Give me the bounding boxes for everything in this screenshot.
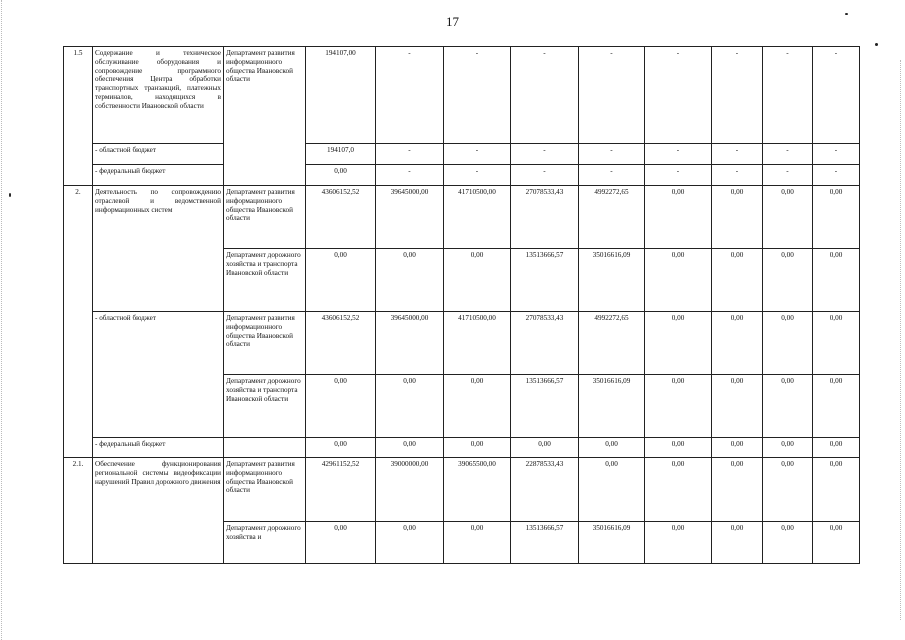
value-cell: 0,00 [444,438,511,458]
value-cell: 0,00 [579,458,645,522]
value-cell: - [645,144,712,165]
row-description: Обеспечение функционирования региональной системы видеофиксации нарушений Правил дорожного движения [93,458,224,564]
scan-speck [875,43,878,46]
value-cell: 0,00 [763,312,813,375]
value-cell: 0,00 [306,249,376,312]
value-cell: 0,00 [712,438,763,458]
value-cell: 13513666,57 [511,249,579,312]
value-cell: 0,00 [645,438,712,458]
value-cell: 0,00 [813,375,860,438]
scan-edge-line [1,0,2,640]
value-cell: 0,00 [645,186,712,249]
department-cell: Департамент дорожного хозяйства и транспорта Ивановской области [224,375,306,438]
value-cell: 39645000,00 [376,186,444,249]
value-cell: 35016616,09 [579,522,645,564]
value-cell: - [579,165,645,186]
value-cell: 27078533,43 [511,312,579,375]
value-cell: 0,00 [511,438,579,458]
value-cell: 0,00 [444,375,511,438]
value-cell: - [376,165,444,186]
value-cell: - [444,144,511,165]
value-cell: 0,00 [376,438,444,458]
value-cell: 0,00 [579,438,645,458]
value-cell: 0,00 [376,522,444,564]
value-cell: 0,00 [444,522,511,564]
value-cell: - [579,144,645,165]
value-cell: 0,00 [813,438,860,458]
value-cell: 0,00 [763,375,813,438]
value-cell: 0,00 [813,312,860,375]
value-cell: - [712,144,763,165]
row-label: - областной бюджет [93,144,224,165]
value-cell: 41710500,00 [444,312,511,375]
value-cell: 0,00 [306,438,376,458]
row-description: Деятельность по сопровождению отраслевой и ведомственной информационных систем [93,186,224,312]
value-cell: 0,00 [645,375,712,438]
value-cell: 39065500,00 [444,458,511,522]
value-cell: 43606152,52 [306,312,376,375]
value-cell: 0,00 [763,438,813,458]
department-cell: Департамент развития информационного общества Ивановской области [224,186,306,249]
value-cell: 0,00 [645,522,712,564]
department-cell: Департамент развития информационного общества Ивановской области [224,312,306,375]
row-label: - федеральный бюджет [93,165,224,186]
value-cell: 4992272,65 [579,186,645,249]
value-cell: - [763,144,813,165]
department-cell: Департамент дорожного хозяйства и транспорта Ивановской области [224,249,306,312]
value-cell: 0,00 [712,312,763,375]
value-cell: - [444,165,511,186]
scan-edge-line [900,60,901,620]
value-cell: - [511,144,579,165]
budget-table [63,46,860,564]
value-cell: 0,00 [763,249,813,312]
value-cell: 27078533,43 [511,186,579,249]
value-cell: 13513666,57 [511,522,579,564]
department-cell: Департамент дорожного хозяйства и [224,522,306,564]
value-cell: - [511,47,579,144]
value-cell: - [444,47,511,144]
value-cell: 42961152,52 [306,458,376,522]
page-number: 17 [446,14,459,29]
row-label: - областной бюджет [93,312,224,438]
value-cell: 0,00 [376,375,444,438]
value-cell: 0,00 [444,249,511,312]
value-cell: 0,00 [306,522,376,564]
value-cell: 0,00 [306,375,376,438]
value-cell: 35016616,09 [579,249,645,312]
value-cell: 0,00 [712,458,763,522]
value-cell: 0,00 [712,186,763,249]
table-row [64,47,860,144]
row-index: 2. [64,186,93,458]
value-cell: 0,00 [763,458,813,522]
scan-speck [845,13,848,15]
value-cell: 0,00 [813,186,860,249]
value-cell: 0,00 [813,522,860,564]
row-index: 2.1. [64,458,93,564]
value-cell: - [511,165,579,186]
value-cell: - [645,165,712,186]
value-cell: 4992272,65 [579,312,645,375]
value-cell: - [813,165,860,186]
row-description: Содержание и техническое обслуживание оборудования и сопровождение программного обеспечения Центра обработки транспортных транзакций, платежных терминалов, находящихся в собственности Ивановской области [93,47,224,144]
value-cell: 194107,0 [306,144,376,165]
value-cell: 0,00 [376,249,444,312]
value-cell: - [763,165,813,186]
value-cell: 0,00 [712,249,763,312]
value-cell: 0,00 [306,165,376,186]
value-cell: - [712,47,763,144]
department-cell [224,438,306,458]
value-cell: - [813,47,860,144]
table-row [64,165,860,186]
value-cell: 0,00 [645,312,712,375]
value-cell: - [813,144,860,165]
value-cell: 0,00 [813,458,860,522]
department-cell: Департамент развития информационного общества Ивановской области [224,47,306,186]
value-cell: 0,00 [712,375,763,438]
table-row [64,144,860,165]
table-row [64,312,860,375]
value-cell: - [579,47,645,144]
value-cell: 39645000,00 [376,312,444,375]
value-cell: - [712,165,763,186]
scan-speck [9,193,11,197]
value-cell: - [763,47,813,144]
department-cell: Департамент развития информационного общества Ивановской области [224,458,306,522]
table-row [64,186,860,249]
value-cell: 0,00 [763,522,813,564]
value-cell: 35016616,09 [579,375,645,438]
table-row [64,458,860,522]
value-cell: 0,00 [712,522,763,564]
value-cell: - [376,47,444,144]
row-label: - федеральный бюджет [93,438,224,458]
value-cell: 0,00 [645,249,712,312]
value-cell: 43606152,52 [306,186,376,249]
value-cell: 0,00 [813,249,860,312]
value-cell: 0,00 [645,458,712,522]
value-cell: - [376,144,444,165]
table-row [64,438,860,458]
value-cell: 0,00 [763,186,813,249]
value-cell: 22878533,43 [511,458,579,522]
value-cell: 41710500,00 [444,186,511,249]
value-cell: 13513666,57 [511,375,579,438]
row-index: 1.5 [64,47,93,186]
value-cell: - [645,47,712,144]
value-cell: 39000000,00 [376,458,444,522]
value-cell: 194107,00 [306,47,376,144]
